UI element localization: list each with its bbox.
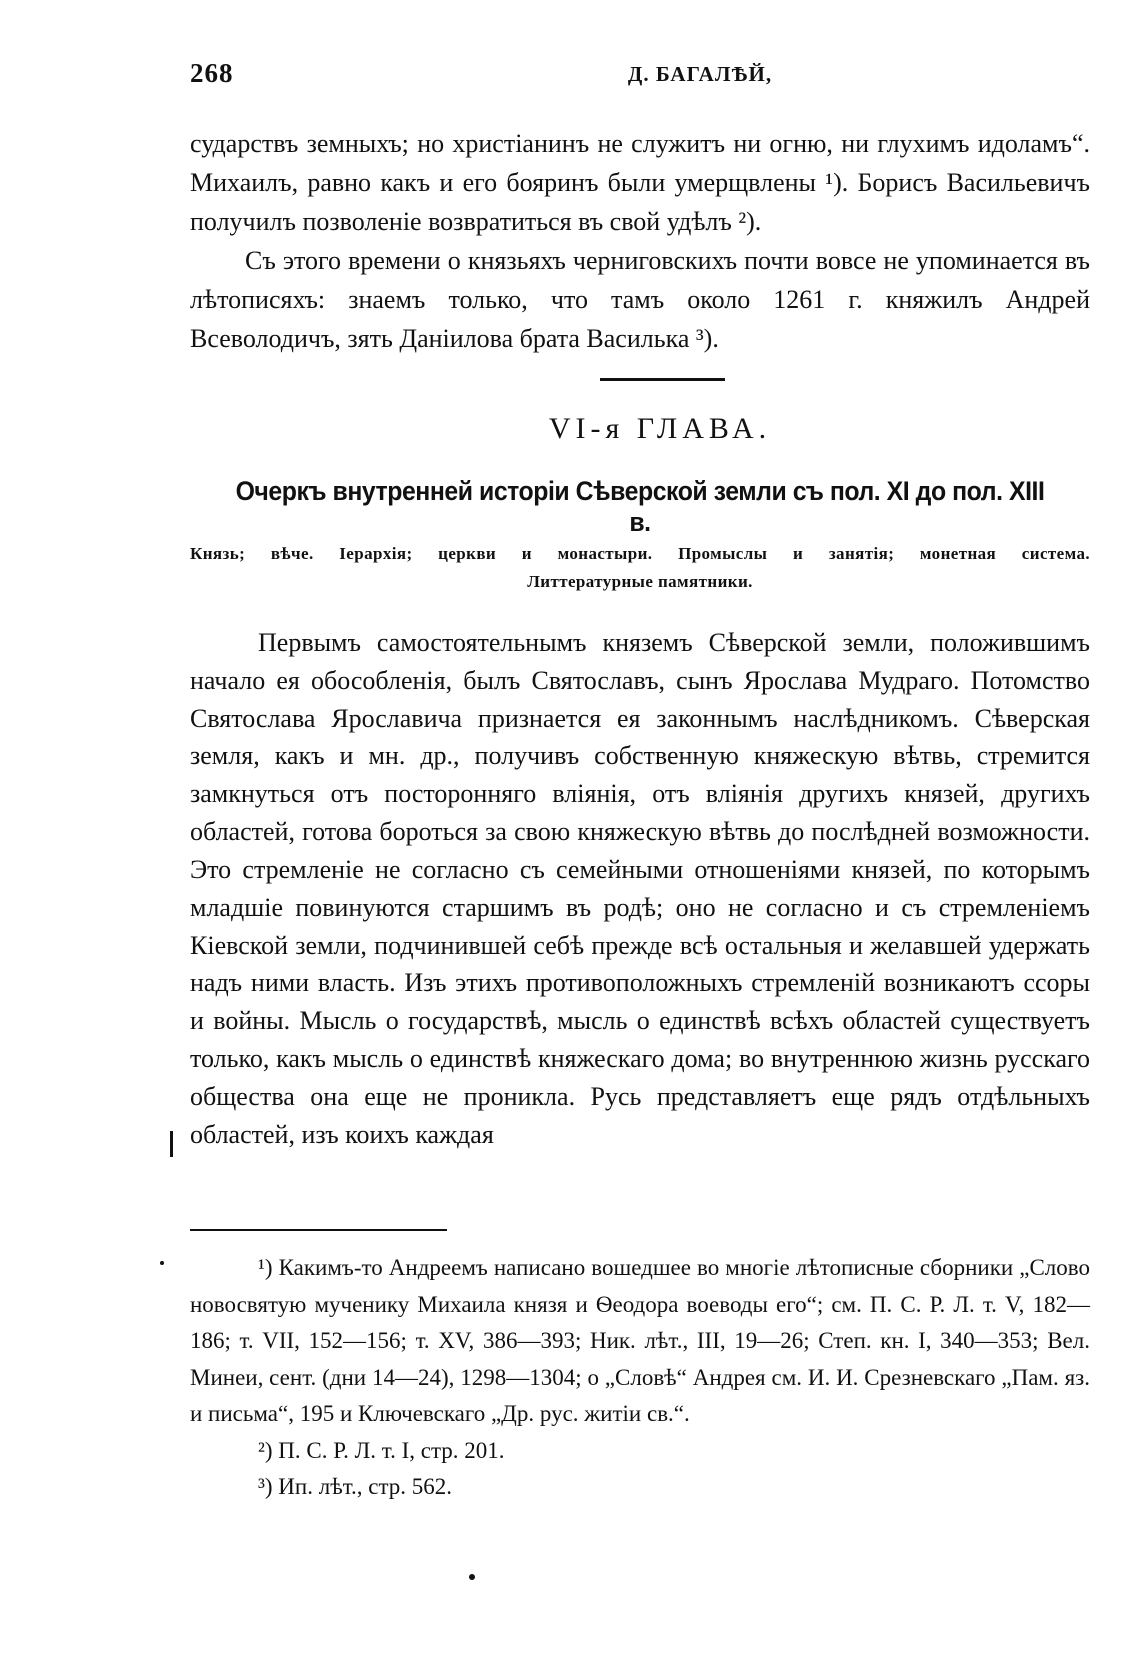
- top-paragraph-2: Съ этого времени о князьяхъ черниговскихъ почти вовсе не упоминается въ лѣтописяхъ: знаемъ только, что тамъ около 1261 г. княжилъ Андрей Всеволодичъ, зять Даніилова брата Василька ³).: [190, 246, 1090, 353]
- chapter-summary: [190, 540, 1090, 596]
- footnote-2: ²) П. С. Р. Л. т. I, стр. 201.: [258, 1437, 505, 1463]
- ink-dot: [469, 1574, 475, 1580]
- top-text-block: [190, 124, 1090, 358]
- main-text-block: [190, 624, 1090, 1154]
- summary-line-1: Князь; вѣче. Іерархія; церкви и монастыри. Промыслы и занятія; монетная система.: [190, 544, 1090, 563]
- page-number: 268: [190, 58, 234, 88]
- margin-dot: [160, 1261, 164, 1265]
- page-header: [190, 58, 1090, 98]
- chapter-title: Очеркъ внутренней исторіи Сѣверской земли съ пол. XI до пол. XIII в.: [235, 476, 1045, 537]
- main-paragraph: Первымъ самостоятельнымъ княземъ Сѣверской земли, положившимъ начало ея обособленія, былъ Святославъ, сынъ Ярослава Мудраго. Потомство Святослава Ярославича признается ея законнымъ наслѣдникомъ. Сѣверская земля, какъ и мн. др., получивъ собственную княжескую вѣтвь, стремится замкнуться отъ посторонняго вліянія, отъ вліянія другихъ князей, другихъ областей, готова бороться за свою княжескую вѣтвь до послѣдней возможности. Это стремленіе не согласно съ семейными отношеніями князей, по которымъ младшіе повинуются старшимъ въ родѣ; оно не согласно и съ стремленіемъ Кіевской земли, подчинившей себѣ прежде всѣ остальныя и желавшей удержать надъ ними власть. Изъ этихъ противоположныхъ стремленій возникаютъ ссоры и войны. Мысль о государствѣ, мысль о единствѣ всѣхъ областей существуетъ только, какъ мысль о единствѣ княжескаго дома; во внутреннюю жизнь русскаго общества она еще не проникла. Русь представляетъ еще рядъ отдѣльныхъ областей, изъ коихъ каждая: [190, 628, 1090, 1149]
- chapter-heading: VI-я ГЛАВА.: [548, 412, 772, 445]
- footnote-3: ³) Ип. лѣт., стр. 562.: [258, 1474, 453, 1500]
- footnote-divider: [190, 1229, 447, 1231]
- footnotes: [190, 1250, 1090, 1506]
- top-paragraph-1: сударствъ земныхъ; но христіанинъ не служитъ ни огню, ни глухимъ идоламъ“. Михаилъ, равно какъ и его бояринъ были умерщвлены ¹). Борисъ Васильевичъ получилъ позволеніе возвратиться въ свой удѣлъ ²).: [190, 129, 1090, 236]
- margin-mark: [170, 1131, 173, 1157]
- running-head: Д. БАГАЛѢЙ,: [627, 62, 773, 86]
- section-divider: [600, 378, 725, 381]
- footnote-1: ¹) Какимъ-то Андреемъ написано вошедшее во многіе лѣтописные сборники „Слово новосвятую мученику Михаила князя и Ѳеодора воеводы его“; см. П. С. Р. Л. т. V, 182—186; т. VII, 152—156; т. XV, 386—393; Ник. лѣт., III, 19—26; Степ. кн. I, 340—353; Вел. Минеи, сент. (дни 14—24), 1298—1304; о „Словѣ“ Андрея см. И. И. Срезневскаго „Пам. яз. и письма“, 195 и Ключевскаго „Др. рус. житіи св.“.: [190, 1255, 1090, 1427]
- summary-line-2: Литтературные памятники.: [527, 572, 753, 592]
